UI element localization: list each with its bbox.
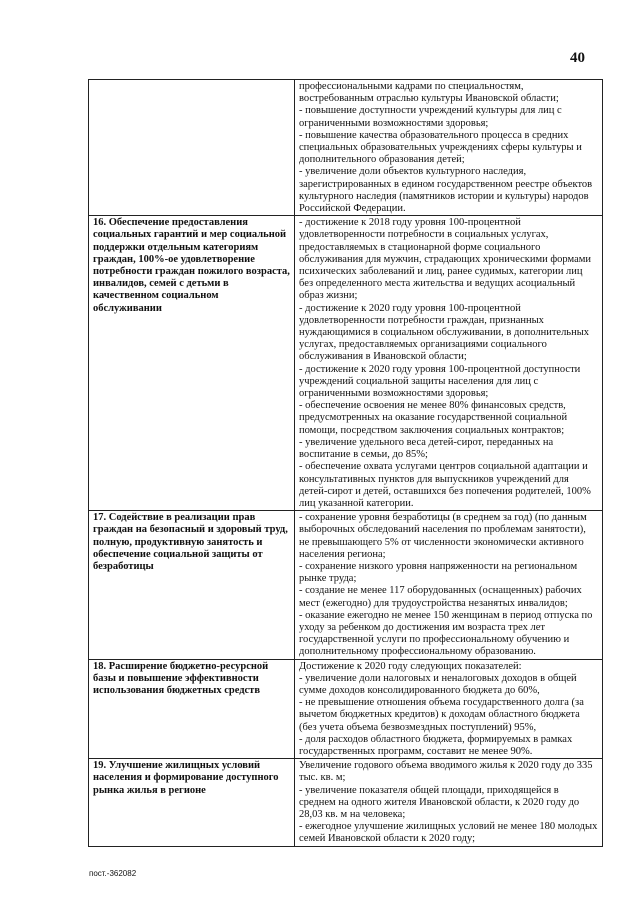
table-row (89, 511, 603, 659)
indicators-cell (295, 80, 603, 216)
indicator-item: - повышение качества образовательного процесса в средних специальных образовательных учреждениях сферы культуры и дополнительного образования детей; (299, 129, 582, 166)
indicators-cell (295, 216, 603, 511)
goals-table (88, 79, 603, 847)
table-row (89, 659, 603, 759)
indicator-item: - повышение доступности учреждений культуры для лиц с ограниченными возможностями здоровья; (299, 105, 562, 129)
goal-cell: 17. Содействие в реализации прав граждан на безопасный и здоровый труд, полную, продуктивную занятость и обеспечение социальной защиты от безработицы (89, 511, 295, 659)
indicator-item: - обеспечение освоения не менее 80% финансовых средств, предусмотренных на оказание государственной социальной помощи, посредством заключения социальных контрактов; (299, 400, 568, 436)
table-row (89, 759, 603, 846)
indicator-item: - ежегодное улучшение жилищных условий не менее 180 молодых семей Ивановской области к 2020 году; (299, 821, 598, 845)
indicator-item: - не превышение отношения объема государственного долга (за вычетом бюджетных кредитов) к доходам областного бюджета (без учета объема безвозмездных поступлений) 95%, (299, 697, 584, 733)
indicator-item: - достижение к 2020 году уровня 100-процентной удовлетворенности потребности граждан, признанных нуждающимися в социальном обслуживании, в дополнительных услугах, предоставляемых организациями социального обслуживания в Ивановской области; (299, 302, 590, 363)
indicator-item: - увеличение удельного веса детей-сирот, переданных на воспитание в семьи, до 85%; (299, 436, 554, 461)
indicator-item: - увеличение доли налоговых и неналоговых доходов в общей сумме доходов консолидированного бюджета до 60%, (299, 672, 577, 696)
indicator-item: Достижение к 2020 году следующих показателей: (299, 660, 522, 672)
indicator-item: - сохранение уровня безработицы (в среднем за год) (по данным выборочных обследований населения по проблемам занятости), не превышающего 5% от численности экономически активного населения региона; (299, 512, 587, 560)
indicator-item: - достижение к 2018 году уровня 100-процентной удовлетворенности потребности в социальных услугах, предоставляемых в стационарной форме социального обслуживания для мужчин, страдающих хроническими формами психических заболеваний и лиц, ранее судимых, категории лиц без определенного места жительства и ведущих асоциальный образ жизни; (299, 217, 592, 302)
indicator-item: профессиональными кадрами по специальностям, востребованным отраслью культуры Ивановской области; (299, 81, 559, 105)
goal-cell (89, 80, 295, 216)
goal-cell: 16. Обеспечение предоставления социальных гарантий и мер социальной поддержки отдельным категориям граждан, 100%-ое удовлетворение потребности граждан пожилого возраста, инвалидов, семей с детьми в качественном социальном обслуживании (89, 216, 295, 511)
indicator-item: - создание не менее 117 оборудованных (оснащенных) рабочих мест (ежегодно) для трудоустройства незанятых инвалидов; (299, 585, 582, 609)
indicators-cell (295, 659, 603, 759)
table-row (89, 80, 603, 216)
goals-table-body (89, 80, 603, 847)
indicator-item: - оказание ежегодно не менее 150 женщинам в период отпуска по уходу за ребенком до достижения им возраста трех лет государственной услуги по профессиональному обучению и дополнительному профессиональному образованию. (299, 609, 593, 658)
page-number: 40 (570, 50, 585, 66)
document-stamp: пост.-362082 (89, 869, 137, 878)
indicator-item: - обеспечение охвата услугами центров социальной адаптации и консультативных пунктов для выпускников учреждений для детей-сирот и детей, оставшихся без попечения родителей, 100% лиц указанной категории. (299, 461, 591, 509)
indicator-item: - увеличение показателя общей площади, приходящейся в среднем на одного жителя Ивановской области, к 2020 году до 28,03 кв. м на человека; (299, 784, 580, 820)
indicator-item: - увеличение доли объектов культурного наследия, зарегистрированных в едином государственном реестре объектов культурного наследия (памятников истории и культуры) народов Российской Федерации. (299, 166, 593, 215)
table-row (89, 216, 603, 511)
indicators-cell (295, 759, 603, 846)
goal-cell: 19. Улучшение жилищных условий населения и формирование доступного рынка жилья в регионе (89, 759, 295, 846)
goal-cell: 18. Расширение бюджетно-ресурсной базы и повышение эффективности использования бюджетных средств (89, 659, 295, 759)
indicator-item: - достижение к 2020 году уровня 100-процентной доступности учреждений социальной защиты населения для лиц с ограниченными возможностями здоровья; (299, 363, 581, 400)
indicator-item: Увеличение годового объема вводимого жилья к 2020 году до 335 тыс. кв. м; (299, 760, 593, 784)
indicator-item: - доля расходов областного бюджета, формируемых в рамках государственных программ, составит не менее 90%. (299, 733, 573, 757)
indicator-item: - сохранение низкого уровня напряженности на региональном рынке труда; (299, 560, 578, 585)
indicators-cell (295, 511, 603, 659)
